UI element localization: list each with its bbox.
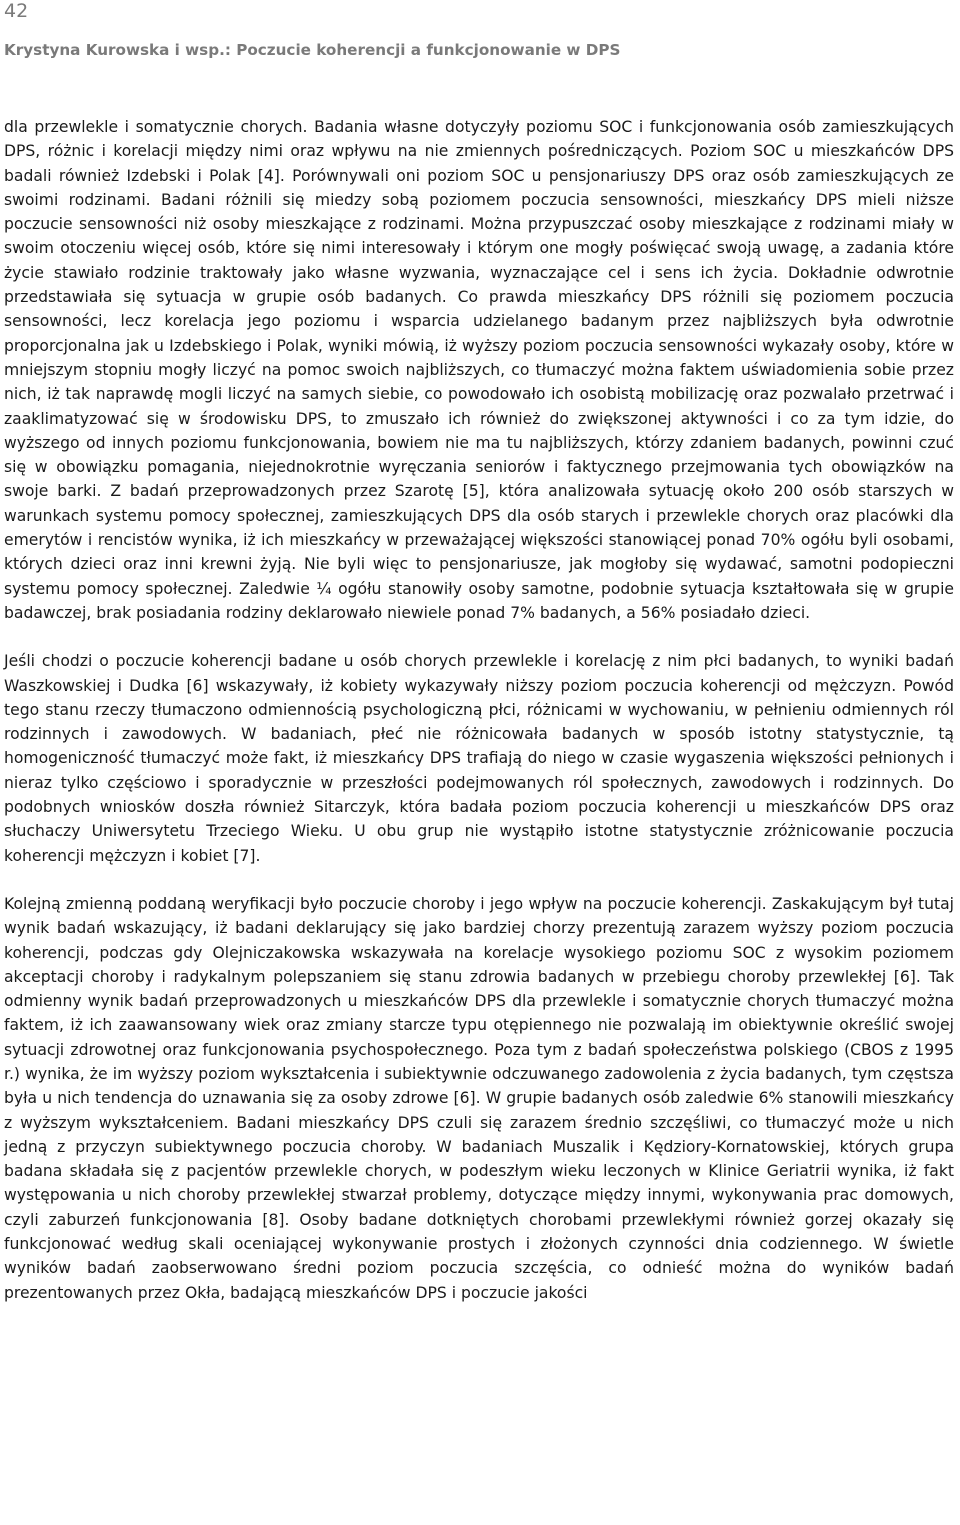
paragraph: Kolejną zmienną poddaną weryfikacji było poczucie choroby i jego wpływ na poczucie koherencji. Zaskakującym był tutaj wynik badań wskazujący, iż badani deklarujący się jako bardziej chorzy prezentują zarazem wyższy poziom poczucia koherencji, podczas gdy Olejniczakowska wskazywała na korelacje wysokiego poziomu SOC z wysokim poziomem akceptacji choroby i radykalnym polepszaniem się stanu zdrowia badanych w przebiegu choroby przewlekłej [6]. Tak odmienny wynik badań przeprowadzonych u mieszkańców DPS dla przewlekle i somatycznie chorych tłumaczyć można faktem, iż ich zaawansowany wiek oraz zmiany starcze typu otępiennego nie pozwalają im obiektywnie określić swojej sytuacji zdrowotnej oraz funkcjonowania psychospołecznego. Poza tym z badań społeczeństwa polskiego (CBOS z 1995 r.) wynika, że im wyższy poziom wykształcenia i subiektywnie odczuwanego zadowolenia z życia badanych, tym częstsza była u nich tendencja do uznawania się za osoby zdrowe [6]. W grupie badanych osób zaledwie 6% stanowili mieszkańcy z wyższym wykształceniem. Badani mieszkańcy DPS czuli się zarazem średnio szczęśliwi, co tłumaczyć może u nich jedną z przyczyn subiektywnego poczucia choroby. W badaniach Muszalik i Kędziory-Kornatowskiej, których grupa badana składała się z pacjentów przewlekle chorych, w podeszłym wieku leczonych w Klinice Geriatrii wynika, iż fakt występowania u nich choroby przewlekłej stwarzał problemy, dotyczące między innymi, wykonywania prac domowych, czyli zaburzeń funkcjonowania [8]. Osoby badane dotkniętych chorobami przewlekłymi również gorzej okazały się funkcjonować według skali oceniającej wykonywanie prostych i złożonych czynności dnia codziennego. W świetle wyników badań zaobserwowano średni poziom poczucia szczęścia, co odnieść można do wyników badań prezentowanych przez Okła, badającą mieszkańców DPS i poczucie jakości (4, 894, 954, 1302)
running-header: Krystyna Kurowska i wsp.: Poczucie koherencji a funkcjonowanie w DPS (4, 41, 621, 59)
paragraph: Jeśli chodzi o poczucie koherencji badane u osób chorych przewlekle i korelację z nim płci badanych, to wyniki badań Waszkowskiej i Dudka [6] wskazywały, iż kobiety wykazywały niższy poziom poczucia koherencji od mężczyzn. Powód tego stanu rzeczy tłumaczono odmiennością psychologiczną płci, różnicami w wychowaniu, w pełnieniu odmiennych ról rodzinnych i zawodowych. W badaniach, płeć nie różnicowała badanych w sposób istotny statystycznie, tą homogeniczność tłumaczyć może fakt, iż mieszkańcy DPS trafiają do niego w czasie wygaszenia większości pełnionych i nieraz tylko częściowo i sporadycznie w przeszłości podejmowanych ról społecznych, zawodowych i rodzinnych. Do podobnych wniosków doszła również Sitarczyk, która badała poziom poczucia koherencji u mieszkańców DPS oraz słuchaczy Uniwersytetu Trzeciego Wieku. U obu grup nie wystąpiło istotne statystycznie zróżnicowanie poczucia koherencji mężczyzn i kobiet [7]. (4, 652, 954, 865)
article-body (4, 115, 954, 1329)
paragraph: dla przewlekle i somatycznie chorych. Badania własne dotyczyły poziomu SOC i funkcjonowania osób zamieszkujących DPS, różnic i korelacji między nimi oraz wpływu na nie zmiennych pośredniczących. Poziom SOC u mieszkańców DPS badali również Izdebski i Polak [4]. Porównywali oni poziom SOC u pensjonariuszy DPS oraz osób zamieszkujących ze swoimi rodzinami. Badani różnili się miedzy sobą poziomem poczucia sensowności, mieszkańcy DPS mieli niższe poczucie sensowności niż osoby mieszkające z rodzinami. Można przypuszczać osoby mieszkające z rodzinami miały w swoim otoczeniu więcej osób, które się nimi interesowały i którym one mogły poświęcać swoją uwagę, a zadania które życie stawiało rodzinie traktowały jako własne wyzwania, wyznaczające cel i sens ich życia. Dokładnie odwrotnie przedstawiała się sytuacja w grupie osób badanych. Co prawda mieszkańcy DPS różnili się poziomem poczucia sensowności, lecz korelacja jego poziomu i wsparcia udzielanego badanym przez najbliższych była odwrotnie proporcjonalna jak u Izdebskiego i Polak, wyniki mówią, iż wyższy poziom poczucia sensowności wykazały osoby, które w mniejszym stopniu mogły liczyć na pomoc swoich najbliższych, co tłumaczyć można faktem uświadomienia sobie przez nich, iż tak naprawdę mogli liczyć na samych siebie, co powodowało ich osobistą mobilizację oraz pozwalało przetrwać i zaaklimatyzować się w środowisku DPS, to zmuszało ich również do zwiększonej aktywności i co za tym idzie, do wyższego od innych poziomu funkcjonowania, bowiem nie ma tu najbliższych, którzy zdaniem badanych, powinni czuć się w obowiązku pomagania, niejednokrotnie wyręczania seniorów i faktycznego przejmowania tych obowiązków na swoje barki. Z badań przeprowadzonych przez Szarotę [5], która analizowała sytuację około 200 osób starszych w warunkach systemu pomocy społecznej, zamieszkujących DPS dla osób starych i przewlekle chorych oraz placówki dla emerytów i rencistów wynika, iż ich mieszkańcy w przeważającej większości stanowiącej ponad 70% ogółu byli osobami, których dzieci oraz inni krewni żyją. Nie byli więc to pensjonariusze, jak mogłoby się wydawać, samotni podopieczni systemu pomocy społecznej. Zaledwie ¼ ogółu stanowiły osoby samotne, podobnie sytuacja kształtowała się w grupie badawczej, brak posiadania rodziny deklarowało niewiele ponad 7% badanych, a 56% posiadało dzieci. (4, 118, 954, 622)
page-number: 42 (4, 0, 29, 22)
